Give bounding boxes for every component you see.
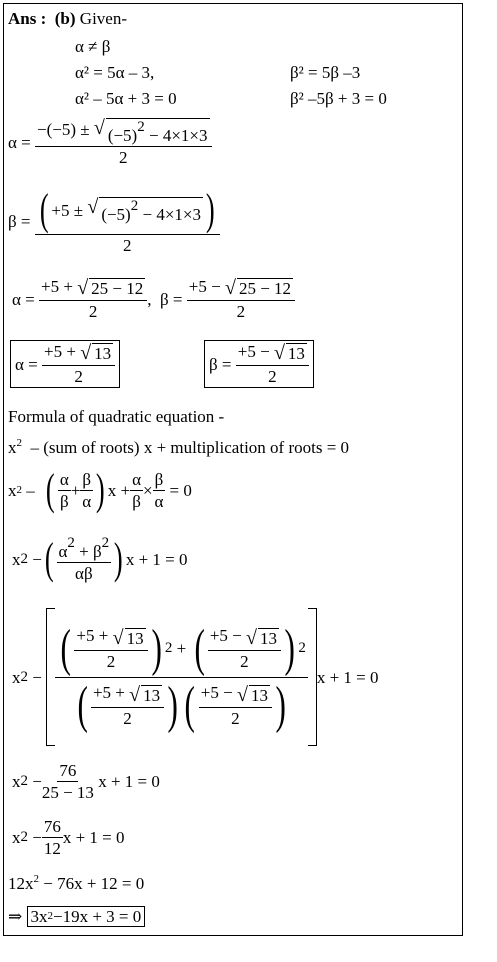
- final-rest: −19x + 3 = 0: [53, 907, 142, 926]
- formula-line: [8, 438, 349, 456]
- alpha-radicand-a: (−5): [107, 126, 138, 145]
- alpha-quadratic-formula: [8, 118, 212, 166]
- step3-rad1: 13: [126, 628, 144, 648]
- alpha-fraction: [35, 118, 212, 166]
- given-line-1: α ≠ β: [75, 37, 111, 56]
- alpha-lhs: α =: [8, 132, 31, 152]
- beta-radicand-b: − 4×1×3: [142, 205, 201, 224]
- step2-num-a: α: [58, 542, 68, 561]
- step5-x: x: [12, 828, 21, 847]
- step1-frac4-den: α: [154, 491, 164, 511]
- step-4: [12, 762, 160, 801]
- beta-radicand-exp: 2: [130, 198, 139, 214]
- simplified-beta-num: +5 −: [188, 277, 221, 296]
- beta-fraction: ( +5 ± √ $(-5)^2 - 4\times 1\times 3$ ) 2: [35, 188, 220, 254]
- ans-label: Ans :: [8, 9, 47, 28]
- step3-d-p1: +5 +: [92, 683, 125, 703]
- separator: ,: [147, 289, 152, 309]
- boxed-alpha-den: 2: [74, 367, 83, 387]
- step5-num: 76: [43, 817, 61, 836]
- beta-lhs: β =: [8, 211, 31, 231]
- step3-plus: +: [176, 639, 187, 658]
- step-2: x 2 − ( $\frac{\alpha^2 + \beta^2}{\alpha\beta}$ ) x + 1 = 0: [12, 534, 188, 583]
- given-line-2-right: β² = 5β –3: [290, 63, 361, 82]
- step2-minus: −: [32, 549, 42, 569]
- step1-times: ×: [143, 480, 153, 500]
- sqrt-sign: √ $(-5)^2 - 4\times 1\times 3$: [93, 117, 208, 145]
- formula-rest: – (sum of roots) x + multiplication of roots = 0: [30, 438, 350, 457]
- step1-exp: 2: [16, 483, 22, 496]
- alpha-num-prefix: −(−5) ±: [37, 119, 90, 139]
- beta-quadratic-formula: [8, 185, 220, 255]
- boxed-beta-lhs: β =: [209, 354, 232, 374]
- step1-frac3-den: β: [132, 491, 141, 511]
- formula-label: Formula of quadratic equation -: [8, 407, 225, 426]
- step3-p2: +5 −: [209, 626, 242, 646]
- step2-den: αβ: [75, 564, 93, 583]
- step5-minus: −: [32, 828, 42, 847]
- right-bracket: [308, 608, 317, 746]
- given-line-3-left: α² – 5α + 3 = 0: [75, 89, 177, 108]
- alpha-den: 2: [119, 148, 128, 167]
- step2-tail: x + 1 = 0: [125, 549, 188, 569]
- step5-exp: 2: [20, 829, 28, 845]
- step4-num: 76: [59, 761, 77, 780]
- given-label: Given-: [79, 9, 128, 28]
- simplified-alpha-den: 2: [88, 302, 98, 322]
- simplified-beta-den: 2: [236, 302, 246, 322]
- step3-d-two1: 2: [123, 708, 132, 728]
- step3-exp: 2: [20, 668, 28, 685]
- step-1: x 2 – ( $\frac{\alpha}{\beta}$ + $\frac{\beta}{\alpha}$ ) x + $\frac{\alpha}{\beta}$ × $\frac{\beta}{\alpha}$ = 0: [8, 465, 192, 514]
- implies-arrow: ⇒: [8, 907, 23, 926]
- step1-frac3-num: α: [132, 469, 141, 489]
- step3-two1: 2: [106, 651, 116, 671]
- step1-minus: –: [26, 480, 35, 500]
- simplified-beta-lhs: β =: [160, 289, 183, 309]
- final-answer: [8, 906, 145, 927]
- step1-plus: +: [70, 480, 81, 500]
- step3-rad2: 13: [260, 628, 278, 648]
- step3-d-p2: +5 −: [200, 683, 233, 703]
- step1-x: x: [8, 480, 17, 500]
- left-bracket: [46, 608, 55, 746]
- final-lead: 3x: [30, 907, 48, 926]
- step3-d-two2: 2: [231, 708, 240, 728]
- simplified-alpha-lhs: α =: [12, 289, 35, 309]
- step2-exp: 2: [20, 550, 28, 567]
- step1-frac2-den: α: [82, 491, 92, 511]
- step1-x-plus: x +: [107, 480, 131, 500]
- step3-x: x: [12, 667, 21, 687]
- boxed-alpha: α = +5 + √ 13 2: [10, 340, 120, 388]
- given-line-2-left: α² = 5α – 3,: [75, 63, 155, 82]
- step4-exp: 2: [20, 773, 28, 789]
- step3-two2: 2: [240, 651, 249, 671]
- step6-rest: − 76x + 12 = 0: [39, 874, 145, 893]
- step3-tail: x + 1 = 0: [316, 667, 379, 687]
- header-line: [8, 10, 127, 27]
- final-exp: 2: [47, 910, 53, 922]
- step1-frac1-den: β: [60, 491, 69, 511]
- simplified-alpha-num: +5 +: [41, 277, 73, 296]
- step1-frac2-num: β: [82, 469, 92, 489]
- step2-num-plus: + β: [74, 542, 102, 561]
- step-3: [12, 608, 379, 746]
- step6-exp: 2: [33, 873, 39, 885]
- step4-den: 25 − 13: [41, 783, 94, 802]
- step1-frac4-num: β: [154, 469, 164, 489]
- boxed-alpha-lhs: α =: [15, 354, 38, 374]
- step3-d-rad2: 13: [250, 685, 268, 705]
- option-label: (b): [54, 9, 76, 28]
- formula-x: x: [8, 438, 17, 457]
- simplified-beta-fraction: +5 − √ 25 − 12 2: [187, 278, 295, 320]
- boxed-beta-den: 2: [268, 367, 277, 387]
- beta-radicand-a: (−5): [101, 205, 131, 224]
- beta-num-prefix: +5 ±: [51, 200, 84, 220]
- simplified-alpha-radicand: 25 − 12: [91, 279, 144, 299]
- alpha-radicand-b: − 4×1×3: [148, 126, 208, 145]
- step3-p1: +5 +: [76, 626, 109, 646]
- step6-lead: 12x: [8, 874, 34, 893]
- boxed-alpha-radicand: 13: [94, 344, 112, 364]
- sqrt-sign: √ $(-5)^2 - 4\times 1\times 3$: [87, 196, 201, 224]
- step3-d-rad1: 13: [143, 685, 161, 705]
- step2-x: x: [12, 549, 21, 569]
- final-answer-box: [27, 906, 146, 927]
- beta-den: 2: [122, 236, 132, 255]
- simplified-beta-radicand: 25 − 12: [238, 279, 292, 299]
- step-6: [8, 874, 144, 892]
- simplified-roots: [12, 278, 295, 320]
- boxed-beta: β = +5 − √ 13 2: [204, 340, 314, 388]
- formula-exp: 2: [16, 437, 22, 449]
- step3-big-fraction: ( +5 + √ 13 2 ) 2 + ( +5 − √ 13 2 ) 2 ( +5 + √ 13 2 ) ( +5 − √ 13 2 ): [55, 623, 308, 732]
- boxed-beta-num: +5 −: [237, 342, 270, 361]
- boxed-beta-radicand: 13: [287, 344, 305, 364]
- step3-minus: −: [32, 667, 42, 687]
- step5-tail: x + 1 = 0: [62, 828, 125, 847]
- step4-tail: x + 1 = 0: [98, 772, 160, 791]
- given-line-3-right: β² –5β + 3 = 0: [290, 89, 387, 108]
- alpha-radicand-exp: 2: [137, 119, 145, 135]
- step-5: [12, 818, 125, 857]
- step1-frac1-num: α: [59, 469, 69, 489]
- boxed-alpha-num: +5 +: [44, 342, 76, 361]
- step4-minus: −: [32, 772, 42, 791]
- step1-eq: = 0: [169, 480, 192, 500]
- step4-x: x: [12, 772, 21, 791]
- simplified-alpha-fraction: +5 + √ 25 − 12 2: [39, 278, 147, 320]
- step5-den: 12: [43, 839, 61, 858]
